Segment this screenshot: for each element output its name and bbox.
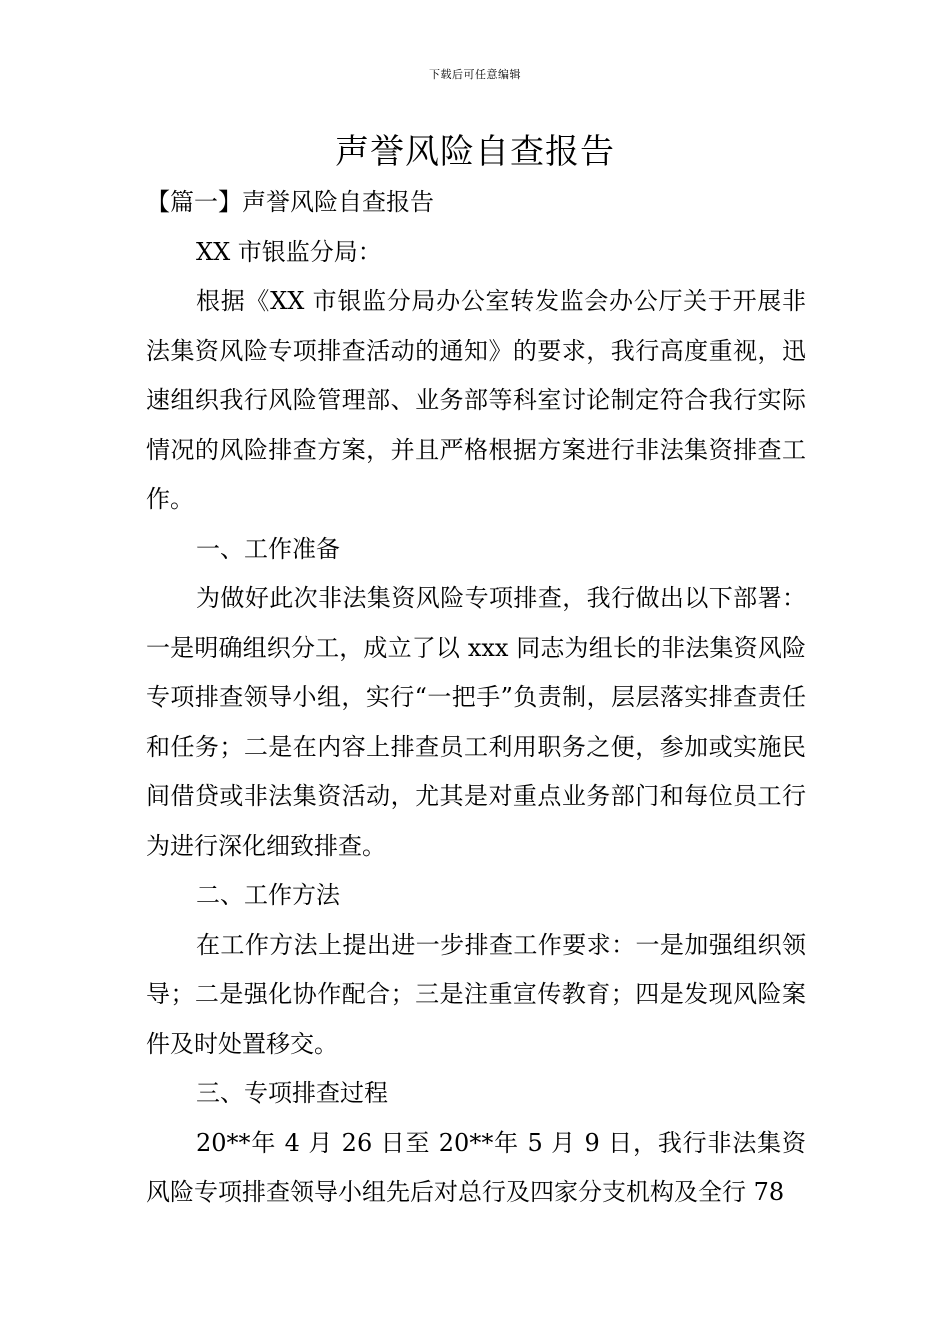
paragraph-preparation: 为做好此次非法集资风险专项排查，我行做出以下部署：一是明确组织分工，成立了以 xxx 同志为组长的非法集资风险专项排查领导小组，实行“一把手”负责制，层层落实排查责任和任务；二是在内容上排查员工利用职务之便，参加或实施民间借贷或非法集资活动，尤其是对重点业务部门和每位员工行为进行深化细致排查。 <box>146 584 806 860</box>
page-header-note: 下载后可任意编辑 <box>429 68 521 81</box>
salutation: XX 市银监分局： <box>196 237 382 266</box>
document-title: 声誉风险自查报告 <box>335 132 615 172</box>
paragraph-intro: 根据《XX 市银监分局办公室转发监会办公厅关于开展非法集资风险专项排查活动的通知》的要求，我行高度重视，迅速组织我行风险管理部、业务部等科室讨论制定符合我行实际情况的风险排查方案，并且严格根据方案进行非法集资排查工作。 <box>146 287 806 513</box>
section-heading-process: 三、专项排查过程 <box>196 1079 388 1107</box>
paragraph-process: 20**年 4 月 26 日至 20**年 5 月 9 日，我行非法集资风险专项排查领导小组先后对总行及四家分支机构及全行 78 <box>146 1128 806 1206</box>
document-body <box>146 178 806 1218</box>
section-heading-preparation: 一、工作准备 <box>196 534 340 563</box>
document-subtitle: 【篇一】声誉风险自查报告 <box>146 188 434 216</box>
paragraph-methods: 在工作方法上提出进一步排查工作要求：一是加强组织领导；二是强化协作配合；三是注重宣传教育；四是发现风险案件及时处置移交。 <box>146 930 806 1058</box>
section-heading-methods: 二、工作方法 <box>196 881 340 909</box>
